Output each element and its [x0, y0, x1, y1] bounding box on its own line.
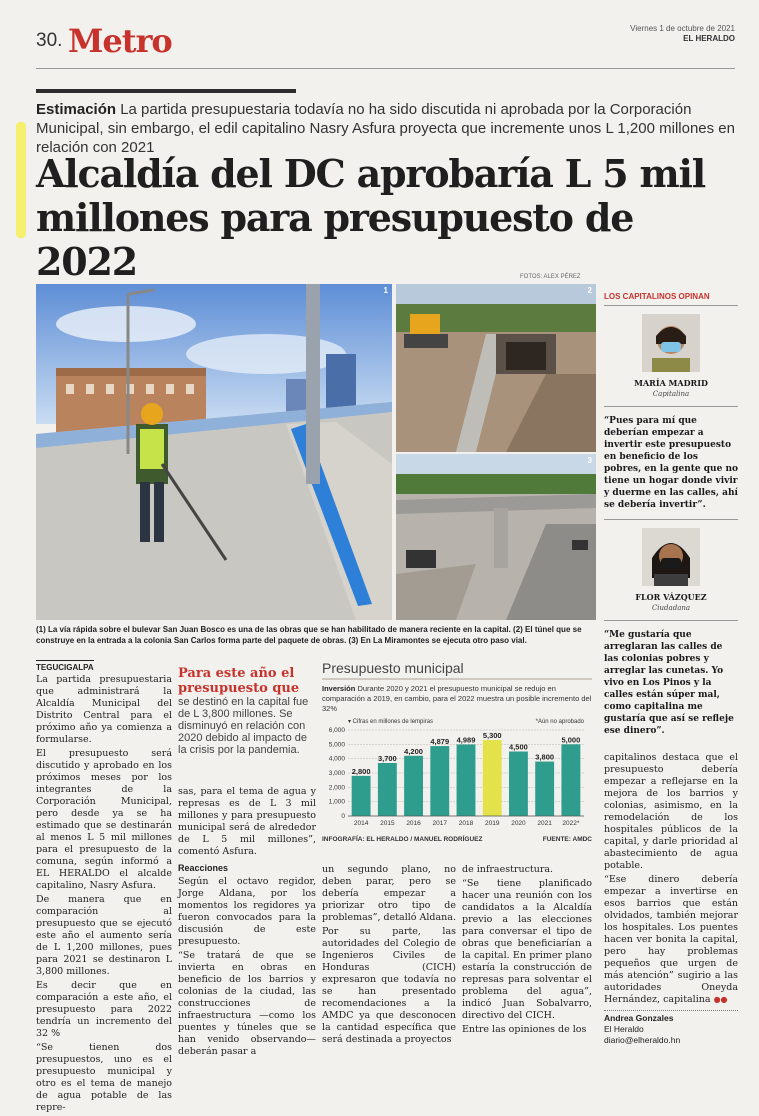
- photo-highway-bridge: [36, 284, 392, 620]
- paragraph: sas, para el tema de agua y represas es de L 3 mil millones y para presupuesto municipal será de alrededor de L 5 mil millones”, comentó Asfura.: [178, 786, 316, 857]
- opinions-sidebar: [604, 292, 738, 737]
- avatar-maria-madrid: [642, 314, 700, 372]
- chart-intro: [322, 684, 592, 714]
- page-number: 30.: [36, 30, 63, 51]
- budget-chart: [322, 660, 592, 850]
- end-mark-icon: ●●: [713, 995, 728, 1004]
- bar-2016: [404, 756, 423, 816]
- paragraph: Es decir que en comparación a este año, el presupuesto para 2022 tendría un incremento del 32 %: [36, 980, 172, 1039]
- paragraph: Entre las opiniones de los: [462, 1024, 587, 1035]
- bar-2017: [430, 746, 449, 816]
- bar-2020: [509, 752, 528, 817]
- paragraph: un segundo plano, no deben parar, pero se debería empezar a priorizar otro tipo de problemas”, detalló Aldana.: [322, 864, 456, 923]
- x-tick-label: 2020: [511, 820, 526, 827]
- chart-credit-right: FUENTE: AMDC: [542, 836, 592, 843]
- portrait-1: [642, 314, 700, 372]
- pull-quote-title: Para este año el presupuesto que: [178, 666, 300, 696]
- byline-name: Andrea Gonzales: [604, 1013, 674, 1023]
- person-1-quote: “Pues para mí que deberían empezar a invertir este presupuesto en beneficio de los pobres, en la gente que no tiene un hogar donde vivir y duerme en las calles, ahí se debería invertir”.: [604, 416, 738, 510]
- bar-value-label: 5,300: [482, 731, 502, 741]
- paragraph: El presupuesto será discutido y aprobado en los próximos meses por los integrantes de la Corporación Municipal, pero desde ya se ha estimado que se destinarán al menos L 5 mil millones para el presupuesto de la comuna, según informó a EL HERALDO el alcalde capitalino, Nasry Asfura.: [36, 748, 172, 891]
- paragraph: De manera que en comparación al presupuesto que se ejecutó este año el aumento sería de L 1,200 millones, pues para 2021 se destinaron L 3,800 millones.: [36, 894, 172, 977]
- bar-value-label: 4,200: [404, 746, 423, 756]
- byline-outlet: El Heraldo: [604, 1024, 644, 1034]
- byline: [604, 1010, 738, 1046]
- y-tick-label: 2,000: [328, 784, 345, 792]
- article-column-2: [178, 786, 316, 1060]
- dateline-box: [630, 24, 735, 44]
- bar-2021: [535, 762, 554, 816]
- divider: [604, 406, 738, 407]
- person-2-role: Ciudadana: [651, 604, 691, 612]
- bar-2019: [483, 740, 502, 816]
- photo-number-2: 2: [587, 286, 592, 295]
- paragraph: “Se tiene planificado hacer una reunión con los candidatos a la Alcaldía previo a las elecciones para conversar el tipo de obras que beneficiarían a la capital. En primer plano estaría la construcción de represas para solventar el problema del agua”, indicó Juan Sobalvarro, directivo del CICH.: [462, 878, 592, 1021]
- y-tick-label: 3,000: [328, 770, 345, 777]
- bar-2022*: [561, 744, 580, 816]
- article-column-1: [36, 660, 172, 1116]
- paragraph: [604, 874, 738, 1006]
- paragraph: de infraestructura.: [462, 864, 554, 875]
- x-tick-label: 2021: [537, 820, 552, 827]
- photo-number-3: 3: [587, 456, 592, 465]
- article-column-5: [604, 752, 738, 1046]
- person-2-quote: “Me gustaría que arreglaran las calles de las colonias pobres y arreglar las cunetas. Yo vivo en Los Pinos y la calles están súper mal, como capitalina me gustaría que así se refleje ese dinero”.: [604, 630, 734, 736]
- x-tick-label: 2017: [432, 820, 448, 827]
- bar-value-label: 4,989: [456, 735, 476, 745]
- photo-1-illustration: [36, 284, 392, 620]
- bar-2018: [457, 744, 476, 816]
- divider: [604, 519, 738, 520]
- bar-2015: [378, 763, 397, 816]
- paragraph: La partida presupuestaria que administrará la Alcaldía Municipal del Distrito Central para el próximo año ya comienza a formularse.: [36, 674, 172, 745]
- chart-credits: [322, 836, 592, 843]
- paragraph: Según el octavo regidor, Jorge Aldana, por los momentos los regidores ya fueron convocados para la discusión de este presupuesto.: [178, 876, 316, 947]
- photo-2-illustration: [396, 284, 596, 452]
- bar-2014: [352, 776, 371, 816]
- byline-email: diario@elheraldo.hn: [604, 1035, 681, 1045]
- bar-chart-svg: [322, 714, 592, 832]
- bar-value-label: 2,800: [351, 766, 371, 776]
- y-tick-label: 1,000: [328, 798, 345, 806]
- x-tick-label: 2015: [380, 820, 395, 827]
- chart-unit-label: ▾ Cifras en millones de lempiras: [348, 719, 434, 725]
- photo-3-illustration: [396, 454, 596, 620]
- article-column-4: [462, 864, 592, 1038]
- chart-credit-left: INFOGRAFÍA: EL HERALDO / MANUEL RODRÍGUEZ: [322, 836, 483, 843]
- paragraph: “Se tratará de que se invierta en obras en beneficio de los barrios y colonias de la ciudad, las construcciones de infraestructura —como los puentes y túneles que se han venido observando— deberán pasar a: [178, 950, 316, 1057]
- bar-value-label: 4,500: [509, 742, 528, 752]
- y-tick-label: 4,000: [328, 755, 345, 763]
- subhead-reacciones: Reacciones: [178, 863, 229, 873]
- lead-text: La partida presupuestaria todavía no ha sido discutida ni aprobada por la Corporación Municipal, sin embargo, el edil capitalino Nasry Asfura proyecta que incremente unos L 1,200 millones en relación con 2021: [36, 101, 735, 156]
- divider: [604, 620, 738, 621]
- pull-quote: [178, 666, 316, 756]
- header-rule: [36, 68, 735, 69]
- person-1-role: Capitalina: [652, 390, 690, 398]
- x-tick-label: 2022*: [562, 820, 580, 827]
- paragraph: capitalinos destaca que el presupuesto debería empezar a reflejarse en la mejora de los barrios y colonias, asimismo, en la remodelación de los hospitales públicos de la capital, y darle prioridad al abastecimiento de agua potable.: [604, 752, 738, 871]
- portrait-2: [642, 528, 700, 586]
- paragraph: “Se tienen dos presupuestos, uno es el presupuesto municipal y otro es el tema de manejo de agua potable de las repre-: [36, 1042, 172, 1113]
- paragraph-text: “Ese dinero debería empezar a invertirse en esos barrios que están olvidados, también mejorar los hospitales. Los puentes hacen ver bonita la capital, pero hay problemas pequeños que urgen de más atención” sugirio a las autoridades Oneyda Hernández, capitalina: [604, 874, 738, 1005]
- photo-caption: (1) La vía rápida sobre el bulevar San Juan Bosco es una de las obras que se han habilitado de manera reciente en la capital. (2) El túnel que se construye en la entrada a la colonia San Carlos forma parte del paquete de obras. (3) En La Miramontes se ejecuta otro paso vial.: [36, 625, 582, 645]
- lead-kicker: Estimación: [36, 101, 117, 118]
- pull-quote-body: se destinó en la capital fue de L 3,800 millones. Se disminuyó en relación con 2020 debido al impacto de la crisis por la pandemia.: [178, 696, 309, 756]
- headline: [36, 152, 736, 284]
- y-tick-label: 0: [341, 813, 345, 820]
- photo-credit: FOTOS: ALEX PÉREZ: [520, 274, 581, 280]
- publication-name: EL HERALDO: [683, 34, 735, 43]
- kicker-bar: [36, 89, 296, 93]
- bar-value-label: 5,000: [561, 735, 581, 745]
- section-title: Metro: [68, 22, 172, 60]
- issue-date: Viernes 1 de octubre de 2021: [630, 24, 735, 33]
- x-tick-label: 2019: [484, 820, 500, 827]
- highlighter-mark: [16, 122, 26, 238]
- chart-intro-text: Durante 2020 y 2021 el presupuesto municipal se redujo en comparación a 2019, en cambio, para el 2022 muestra un posible incremento del 32%: [322, 684, 592, 713]
- x-tick-label: 2016: [406, 820, 421, 827]
- photo-miramontes-overpass: [396, 454, 596, 620]
- lead-paragraph: [36, 100, 736, 157]
- y-tick-label: 6,000: [328, 727, 345, 734]
- x-tick-label: 2014: [353, 820, 369, 827]
- bar-value-label: 4,879: [430, 737, 450, 747]
- chart-intro-kicker: Inversión: [322, 684, 356, 693]
- headline-line-1: Alcaldía del DC aprobaría L 5 mil: [36, 151, 705, 196]
- photo-tunnel-construction: [396, 284, 596, 452]
- bar-value-label: 3,700: [377, 753, 397, 763]
- y-tick-label: 5,000: [328, 741, 345, 749]
- article-column-3: [322, 864, 456, 1048]
- avatar-flor-vazquez: [642, 528, 700, 586]
- bar-value-label: 3,800: [535, 752, 555, 762]
- dateline: TEGUCIGALPA: [36, 660, 94, 674]
- photo-number-1: 1: [383, 286, 388, 295]
- paragraph: Por su parte, las autoridades del Colegio de Ingenieros Civiles de Honduras (CICH) expresaron que todavía no se han presentado recomendaciones a la AMDC ya que desconocen la cantidad específica que será destinada a proyectos: [322, 926, 456, 1045]
- chart-note: *Aún no aprobado: [535, 719, 584, 725]
- chart-title: Presupuesto municipal: [322, 660, 592, 680]
- person-1-name: MARÍA MADRID: [634, 378, 708, 388]
- opinions-title: LOS CAPITALINOS OPINAN: [604, 292, 738, 306]
- headline-line-2: millones para presupuesto de 2022: [36, 195, 634, 284]
- person-2-name: FLOR VÁZQUEZ: [635, 592, 707, 602]
- x-tick-label: 2018: [458, 820, 474, 827]
